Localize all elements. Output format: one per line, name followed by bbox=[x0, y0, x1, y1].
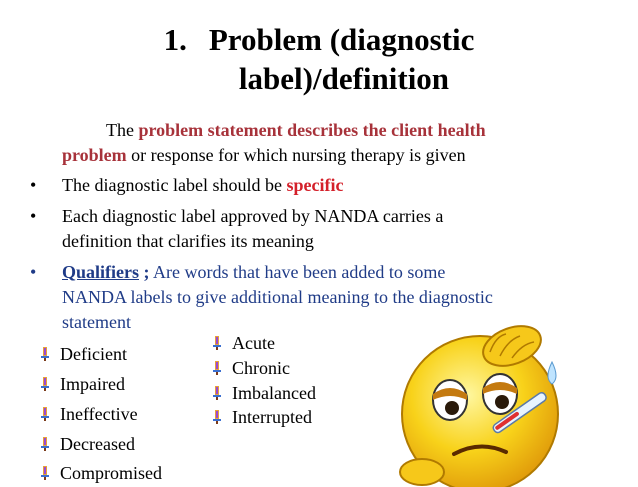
quill-pen-icon bbox=[38, 407, 52, 421]
bullet-3-marker: • bbox=[30, 262, 37, 282]
title-number: 1. bbox=[163, 22, 187, 57]
bullet-1-main: The diagnostic label should be bbox=[62, 175, 287, 195]
qualifier-left-3 bbox=[38, 403, 138, 426]
qualifier-right-label: Chronic bbox=[232, 358, 290, 378]
bullet-2-marker: • bbox=[30, 206, 37, 226]
qualifiers-definition-1: Are words that have been added to some bbox=[149, 262, 446, 282]
slide-title-line1 bbox=[0, 22, 638, 58]
quill-pen-icon bbox=[38, 347, 52, 361]
quill-pen-icon bbox=[210, 336, 224, 350]
qualifier-right-2 bbox=[210, 357, 290, 380]
bullet-3-line1 bbox=[62, 261, 445, 284]
qualifier-left-label: Decreased bbox=[60, 434, 135, 454]
qualifier-left-5 bbox=[38, 462, 162, 485]
bullet-3-line2: NANDA labels to give additional meaning to the diagnostic bbox=[62, 287, 493, 307]
sick-face-emoji-icon bbox=[392, 322, 572, 487]
intro-rest: or response for which nursing therapy is given bbox=[126, 145, 466, 165]
bullet-2-line1: Each diagnostic label approved by NANDA carries a bbox=[62, 206, 444, 226]
qualifier-right-4 bbox=[210, 406, 312, 429]
bullet-1-emphasis: specific bbox=[286, 175, 344, 195]
intro-line1 bbox=[106, 119, 486, 142]
quill-pen-icon bbox=[210, 361, 224, 375]
quill-pen-icon bbox=[38, 377, 52, 391]
intro-highlight-1: problem statement describes the client health bbox=[138, 120, 486, 140]
qualifier-left-label: Impaired bbox=[60, 374, 125, 394]
intro-lead: The bbox=[106, 120, 139, 140]
qualifier-right-label: Imbalanced bbox=[232, 383, 316, 403]
qualifier-right-label: Acute bbox=[232, 333, 275, 353]
slide-title-line2: label)/definition bbox=[238, 61, 450, 96]
quill-pen-icon bbox=[38, 466, 52, 480]
quill-pen-icon bbox=[210, 410, 224, 424]
bullet-3-line3: statement bbox=[62, 312, 131, 332]
qualifiers-term: Qualifiers bbox=[62, 262, 139, 282]
bullet-1-marker: • bbox=[30, 175, 37, 195]
qualifier-left-label: Deficient bbox=[60, 344, 127, 364]
qualifier-right-3 bbox=[210, 382, 316, 405]
bullet-2-line2: definition that clarifies its meaning bbox=[62, 231, 314, 251]
qualifier-left-4 bbox=[38, 433, 135, 456]
qualifier-left-2 bbox=[38, 373, 125, 396]
title-text-1: Problem (diagnostic bbox=[208, 22, 475, 57]
quill-pen-icon bbox=[38, 437, 52, 451]
bullet-1-text bbox=[62, 174, 343, 197]
qualifier-left-label: Ineffective bbox=[60, 404, 138, 424]
qualifier-left-1 bbox=[38, 343, 127, 366]
intro-highlight-2: problem bbox=[62, 145, 127, 165]
intro-line2 bbox=[62, 144, 466, 167]
qualifiers-separator: ; bbox=[139, 262, 150, 282]
qualifier-right-label: Interrupted bbox=[232, 407, 312, 427]
qualifier-right-1 bbox=[210, 332, 275, 355]
quill-pen-icon bbox=[210, 386, 224, 400]
qualifier-left-label: Compromised bbox=[60, 463, 162, 483]
